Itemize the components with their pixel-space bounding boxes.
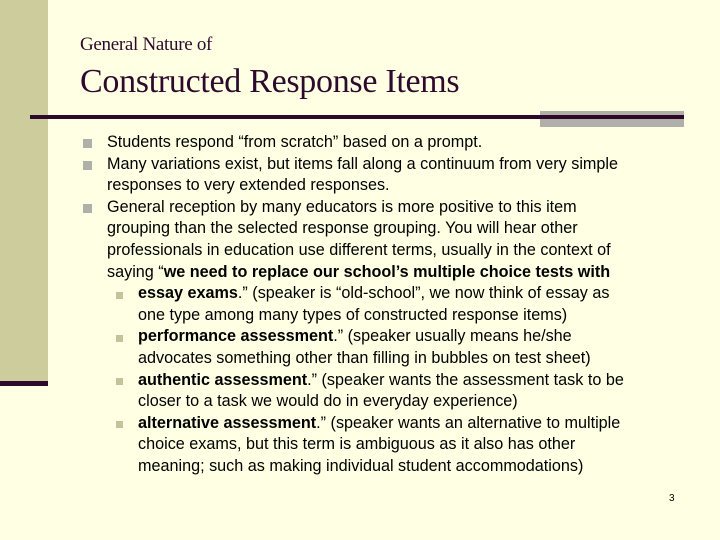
bullet-text-line <box>138 326 572 348</box>
text-segment: General reception by many educators is more positive to this item <box>107 197 577 216</box>
bold-term: alternative assessment <box>138 413 317 432</box>
bullet-text-line <box>107 240 611 262</box>
left-sidebar-band <box>0 0 48 381</box>
title-area <box>80 34 459 104</box>
sub-square-bullet-icon <box>116 335 123 342</box>
bullet-text-line <box>138 391 518 413</box>
bullet-text-line <box>138 456 583 478</box>
square-bullet-icon <box>83 204 92 213</box>
bold-term: we need to replace our school’s multiple choice tests with <box>163 262 611 281</box>
sub-square-bullet-icon <box>116 292 123 299</box>
bullet-text-line <box>107 175 390 197</box>
bold-term: essay exams <box>138 284 238 303</box>
bullet-text-line <box>138 434 575 456</box>
text-segment: advocates something other than filling in bubbles on test sheet) <box>138 349 591 367</box>
sidebar-accent-bar <box>0 381 48 386</box>
bullet-text-line <box>107 197 577 219</box>
title-divider-line <box>30 115 684 119</box>
text-segment: responses to very extended responses. <box>107 176 390 195</box>
text-segment: .” (speaker wants the assessment task to be <box>307 370 624 389</box>
slide-subtitle: General Nature of <box>80 34 213 55</box>
bullet-text-line <box>138 413 620 435</box>
bold-term: authentic assessment <box>138 370 308 389</box>
bullet-text-line <box>107 154 618 176</box>
bullet-text-line <box>138 370 624 392</box>
bullet-text-line <box>107 262 610 284</box>
text-segment: .” (speaker is “old-school”, we now think of essay as <box>237 284 610 303</box>
page-number: 3 <box>669 493 675 504</box>
square-bullet-icon <box>83 161 92 170</box>
square-bullet-icon <box>83 139 92 148</box>
text-segment: Students respond “from scratch” based on a prompt. <box>107 133 483 151</box>
sub-square-bullet-icon <box>116 378 123 385</box>
text-segment: one type among many types of constructed response items) <box>138 305 568 324</box>
text-segment: professionals in education use different terms, usually in the context of <box>107 241 611 259</box>
text-segment: Many variations exist, but items fall along a continuum from very simple <box>107 154 619 173</box>
text-segment: closer to a task we would do in everyday experience) <box>138 392 518 411</box>
text-segment: .” (speaker usually means he/she <box>333 327 572 346</box>
text-segment: .” (speaker wants an alternative to multiple <box>316 413 621 432</box>
text-segment: grouping than the selected response grouping. You will hear other <box>107 219 578 238</box>
divider-accent-block <box>540 111 684 127</box>
bold-term: performance assessment <box>138 327 334 346</box>
bullet-text-line <box>138 305 567 327</box>
text-segment: meaning; such as making individual student accommodations) <box>138 457 584 475</box>
bullet-text-line <box>138 348 591 370</box>
text-segment: saying “ <box>107 262 164 281</box>
bullet-text-line <box>138 283 609 305</box>
bullet-text-line <box>107 132 482 154</box>
sub-square-bullet-icon <box>116 421 123 428</box>
bullet-text-line <box>107 218 578 240</box>
text-segment: choice exams, but this term is ambiguous as it also has other <box>138 435 576 454</box>
slide-title: Constructed Response Items <box>80 63 460 100</box>
